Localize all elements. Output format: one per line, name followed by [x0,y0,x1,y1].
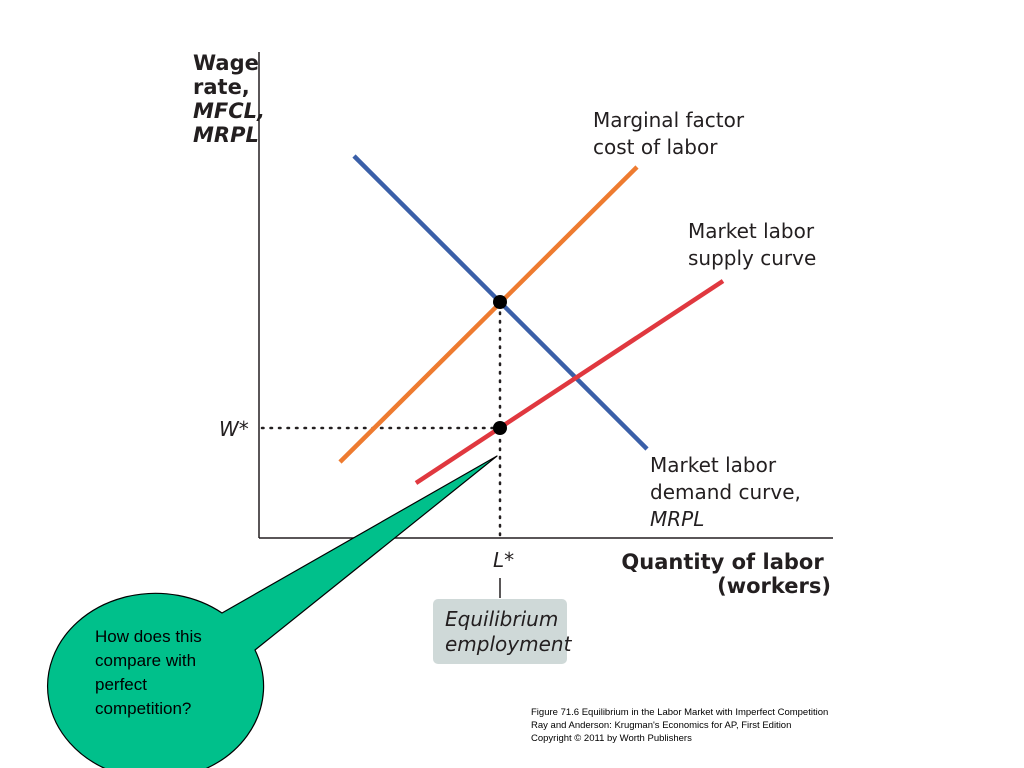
l-star-label: L* [493,548,515,572]
equilibrium-label-line: employment [445,632,572,656]
y-axis-label-line: Wage [193,51,259,75]
supply-label-line: supply curve [688,246,817,270]
equilibrium-wage-point [493,421,507,435]
mfc-label-line: Marginal factor [593,108,745,132]
equilibrium-label-line: Equilibrium [445,607,559,631]
x-axis-label-line: (workers) [717,574,831,598]
credits-line: Copyright © 2011 by Worth Publishers [531,733,692,744]
callout-line: compare with [95,651,197,670]
mfc-mrpl-intersection-point [493,295,507,309]
supply-curve-label [688,219,820,270]
x-axis-label-line: Quantity of labor [621,550,824,574]
y-axis-label [193,51,272,147]
mfc-curve [340,167,637,462]
y-axis-label-line: MFCL, [193,99,266,123]
x-axis-label [621,550,831,598]
callout-line: perfect [95,675,147,694]
callout-question [95,625,265,721]
credits-line: Ray and Anderson: Krugman's Economics for AP, First Edition [531,720,792,731]
demand-label-line: Market labor [650,453,777,477]
w-star-label: W* [219,417,249,441]
figure-credits [531,706,1011,745]
demand-label-line: demand curve, [650,480,801,504]
callout-line: How does this [95,627,202,646]
y-axis-label-line: MRPL [193,123,259,147]
supply-label-line: Market labor [688,219,815,243]
callout-bubble [48,456,497,768]
mfc-label-line: cost of labor [593,135,718,159]
equilibrium-employment-label [445,607,573,656]
y-axis-label-line: rate, [193,75,250,99]
demand-curve-label [650,453,807,531]
demand-label-line: MRPL [650,507,705,531]
callout-line: competition? [95,699,192,718]
credits-line: Figure 71.6 Equilibrium in the Labor Market with Imperfect Competition [531,707,829,718]
mfc-curve-label [593,108,750,159]
